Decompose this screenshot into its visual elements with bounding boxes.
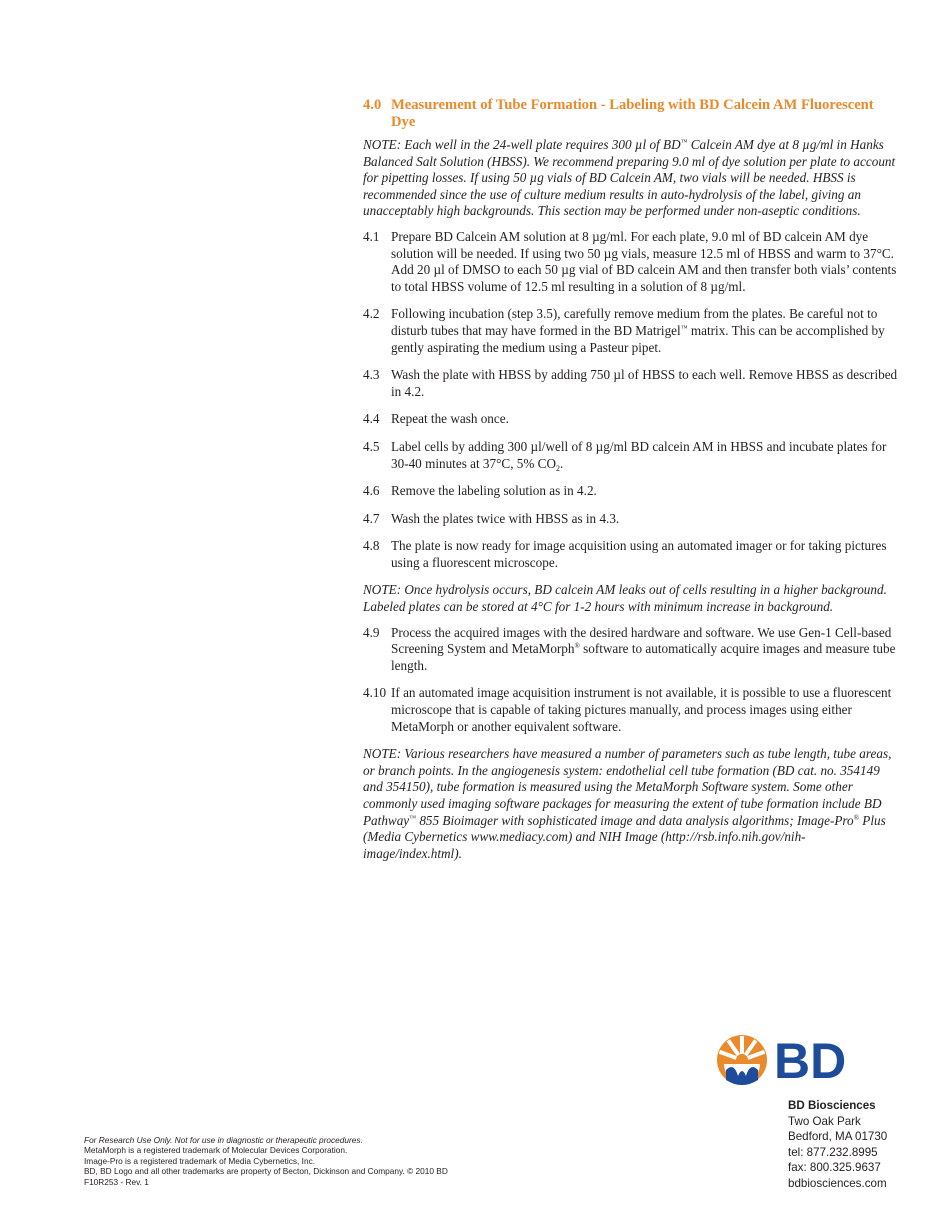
section-number: 4.0 bbox=[363, 97, 382, 113]
step-text-part: . bbox=[559, 455, 564, 471]
step-4-7 bbox=[363, 511, 898, 528]
step-text: If an automated image acquisition instrument is not available, it is possible to use a fluorescent microscope that is capable of taking pictures manually, and process images using either MetaMorph or another equivalent software. bbox=[391, 685, 892, 734]
main-column bbox=[363, 97, 898, 871]
section-title: Measurement of Tube Formation - Labeling with BD Calcein AM Fluorescent Dye bbox=[391, 97, 874, 130]
trademark-bd: BD, BD Logo and all other trademarks are property of Becton, Dickinson and Company. © 2010 BD bbox=[84, 1166, 448, 1177]
step-4-10 bbox=[363, 685, 898, 735]
step-4-3 bbox=[363, 367, 898, 400]
telephone: tel: 877.232.8995 bbox=[788, 1145, 878, 1159]
step-number: 4.2 bbox=[363, 306, 380, 322]
step-4-9 bbox=[363, 625, 898, 675]
step-number: 4.9 bbox=[363, 624, 380, 640]
subscript: 2 bbox=[555, 463, 560, 473]
step-text-part: Following incubation (step 3.5), carefully remove medium from the plates. Be careful not to disturb tubes that may have formed in the BD Matrigel bbox=[391, 306, 878, 338]
step-number: 4.1 bbox=[363, 228, 380, 244]
section-heading bbox=[363, 97, 898, 131]
bd-logo-icon bbox=[714, 1032, 864, 1088]
step-4-8 bbox=[363, 538, 898, 571]
step-4-2 bbox=[363, 306, 898, 356]
company-name: BD Biosciences bbox=[788, 1099, 876, 1112]
registered-mark: ® bbox=[574, 642, 580, 651]
step-number: 4.5 bbox=[363, 438, 380, 454]
trademark-mark: ™ bbox=[680, 323, 688, 332]
website: bdbiosciences.com bbox=[788, 1176, 887, 1190]
step-text-part: matrix. This can be accomplished by gently aspirating the medium using a Pasteur pipet. bbox=[391, 322, 885, 355]
step-text-part: Process the acquired images with the desired hardware and software. We use Gen-1 Cell-based Screening System and MetaMorph bbox=[391, 624, 892, 657]
registered-mark: ® bbox=[853, 813, 859, 822]
city: Bedford, MA 01730 bbox=[788, 1130, 888, 1144]
footer-disclaimer bbox=[84, 1135, 544, 1187]
step-text-part: Label cells by adding 300 µl/well of 8 µg/ml BD calcein AM in HBSS and incubate plates for 30-40 minutes at 37°C, 5% CO bbox=[391, 438, 887, 471]
step-4-6 bbox=[363, 483, 898, 500]
step-4-4 bbox=[363, 411, 898, 428]
step-number: 4.3 bbox=[363, 367, 380, 383]
step-number: 4.8 bbox=[363, 538, 380, 554]
step-4-1 bbox=[363, 229, 898, 295]
step-text bbox=[391, 439, 898, 472]
trademark-metamorph: MetaMorph is a registered trademark of Molecular Devices Corporation. bbox=[84, 1145, 348, 1156]
note-text: NOTE: Each well in the 24-well plate requires 300 µl of BD bbox=[363, 137, 681, 152]
step-4-5 bbox=[363, 439, 898, 472]
company-address bbox=[788, 1098, 938, 1192]
step-text: Remove the labeling solution as in 4.2. bbox=[391, 483, 597, 499]
disclaimer-text: For Research Use Only. Not for use in diagnostic or therapeutic procedures. bbox=[84, 1135, 363, 1145]
bd-logo bbox=[714, 1032, 864, 1088]
step-text bbox=[391, 625, 898, 675]
step-text: Repeat the wash once. bbox=[391, 411, 509, 427]
step-text: Wash the plates twice with HBSS as in 4.3. bbox=[391, 510, 620, 526]
step-text: Prepare BD Calcein AM solution at 8 µg/ml. For each plate, 9.0 ml of BD calcein AM dye solution will be needed. If using two 50 µg vials, measure 12.5 ml of HBSS and warm to 37°C. Add 20 µl of DMSO to each 50 µg vial of BD calcein AM and then transfer both vials’ contents to total HBSS volume of 12.5 ml resulting in a solution of 8 µg/ml. bbox=[391, 228, 897, 294]
step-text-part: software to automatically acquire images and measure tube length. bbox=[391, 641, 896, 673]
step-text bbox=[391, 306, 898, 356]
trademark-mark: ™ bbox=[409, 813, 417, 822]
trademark-imagepro: Image-Pro is a registered trademark of Media Cybernetics, Inc. bbox=[84, 1155, 316, 1166]
note-text: 855 Bioimager with sophisticated image and data analysis algorithms; Image-Pro bbox=[416, 812, 854, 828]
step-number: 4.4 bbox=[363, 411, 380, 427]
bd-logo-text: BD bbox=[774, 1033, 847, 1088]
trademark-mark: ™ bbox=[680, 138, 688, 146]
step-text: The plate is now ready for image acquisition using an automated imager or for taking pictures using a fluorescent microscope. bbox=[391, 538, 887, 570]
note-hydrolysis: NOTE: Once hydrolysis occurs, BD calcein AM leaks out of cells resulting in a higher background. Labeled plates can be stored at 4°C for 1-2 hours with minimum increase in background. bbox=[363, 582, 887, 615]
note-researchers bbox=[363, 746, 898, 862]
note-text: NOTE: Various researchers have measured a number of parameters such as tube length, tube areas, or branch points. In the angiogenesis system: endothelial cell tube formation (BD cat. no. 354149 and 354150), tube formation is measured using the MetaMorph Software system. Some other commonly used imaging software packages for measuring the extent of tube formation include BD Pathway bbox=[363, 746, 892, 828]
fax: fax: 800.325.9637 bbox=[788, 1161, 881, 1175]
step-number: 4.10 bbox=[363, 685, 387, 701]
note-text: Calcein AM dye at 8 µg/ml in Hanks Balanced Salt Solution (HBSS). We recommend preparing 9.0 ml of dye solution per plate to account for pipetting losses. If using 50 µg vials of BD Calcein AM, two vials will be needed. HBSS is recommended since the use of culture medium results in auto-hydrolysis of the label, giving an unacceptably high backgrounds. This section may be performed under non-aseptic conditions. bbox=[363, 137, 896, 219]
step-number: 4.6 bbox=[363, 483, 380, 499]
sunburst-icon bbox=[717, 1035, 767, 1085]
step-number: 4.7 bbox=[363, 510, 380, 526]
street: Two Oak Park bbox=[788, 1114, 861, 1128]
step-text: Wash the plate with HBSS by adding 750 µl of HBSS to each well. Remove HBSS as described in 4.2. bbox=[391, 367, 898, 399]
note-dye-requirements bbox=[363, 137, 898, 220]
document-code: F10R253 - Rev. 1 bbox=[84, 1176, 149, 1187]
note-text: Plus (Media Cybernetics www.mediacy.com) and NIH Image (http://rsb.info.nih.gov/nih-image/index.html). bbox=[363, 812, 886, 861]
